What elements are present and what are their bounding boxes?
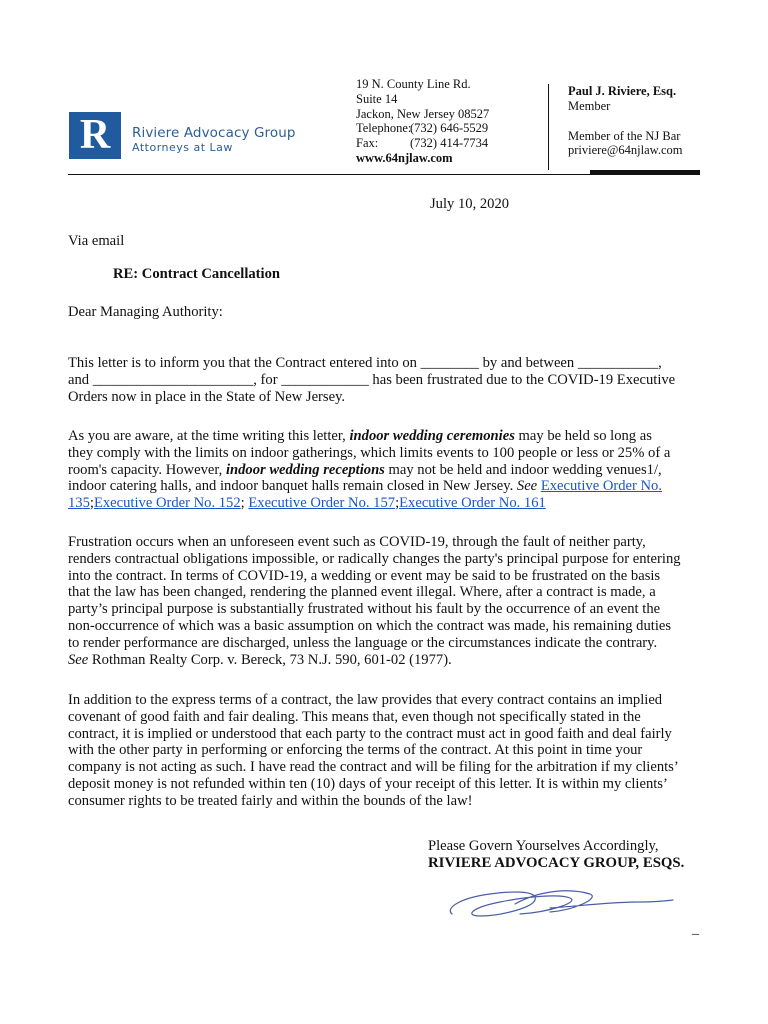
firm-tagline: Attorneys at Law	[132, 141, 233, 154]
attorney-bar: Member of the NJ Bar	[568, 128, 681, 143]
paragraph-line: Orders now in place in the State of New Jersey.	[68, 388, 346, 405]
address-city: Jackon, New Jersey 08527	[356, 106, 490, 121]
paragraph-line: contract, it is implied or understood that each party to the contract must act in good faith and deal fairly	[68, 725, 672, 742]
salutation: Dear Managing Authority:	[68, 304, 223, 320]
paragraph-line: indoor catering halls, and indoor banquet halls remain closed in New Jersey. See Executive Order No.	[68, 478, 662, 495]
link-executive-order-152[interactable]: Executive Order No. 152	[93, 495, 241, 512]
closing-phrase: Please Govern Yourselves Accordingly,	[428, 838, 659, 854]
fax-label: Fax:	[356, 136, 379, 151]
attorney-role: Member	[568, 98, 611, 113]
attorney-name: Paul J. Riviere, Esq.	[568, 84, 677, 98]
firm-name: Riviere Advocacy Group	[132, 125, 296, 141]
firm-logo: R	[69, 112, 121, 159]
header-rule-accent	[590, 170, 700, 174]
paragraph-line: deposit money is not refunded within ten (10) days of your receipt of this letter. It is within my clients’	[68, 775, 668, 792]
link-executive-order-157[interactable]: Executive Order No. 157	[248, 495, 396, 512]
paragraph-line: In addition to the express terms of a contract, the law provides that every contract contains an implied	[68, 692, 663, 708]
paragraph-line: Frustration occurs when an unforeseen event such as COVID-19, through the fault of neither party,	[68, 534, 646, 550]
paragraph-line: See Rothman Realty Corp. v. Bereck, 73 N.J. 590, 601-02 (1977).	[68, 651, 452, 668]
paragraph-line: with the other party in performing or enforcing the terms of the contract. At this point in time your	[68, 742, 643, 759]
link-executive-order-161[interactable]: Executive Order No. 161	[399, 495, 546, 512]
fax-line	[356, 136, 489, 151]
paragraph-line: into the contract. In terms of COVID-19, a wedding or event may be said to be frustrated on the basis	[68, 567, 661, 584]
paragraph-orders	[68, 428, 700, 512]
emphasis-receptions: indoor wedding receptions	[225, 461, 385, 478]
emphasis-ceremonies: indoor wedding ceremonies	[349, 428, 515, 444]
attorney-block	[568, 84, 682, 158]
address-street: 19 N. County Line Rd.	[356, 77, 471, 91]
link-executive-order-135[interactable]: Executive Order No.	[540, 478, 662, 495]
website-link[interactable]: www.64njlaw.com	[356, 150, 453, 165]
closing-block	[428, 838, 684, 872]
paragraph-line: to render performance are discharged, unless the language or the circumstances indicate the contrary.	[68, 634, 658, 651]
telephone-line	[356, 121, 489, 136]
header-divider-vertical	[548, 84, 549, 170]
paragraph-intro	[68, 355, 700, 405]
signature	[440, 880, 680, 930]
paragraph-line: This letter is to inform you that the Contract entered into on ________ by and between ___________,	[68, 355, 662, 371]
telephone-label: Telephone:	[356, 121, 412, 136]
paragraph-line: room's capacity. However, indoor wedding receptions may not be held and indoor wedding venues1/,	[68, 461, 662, 478]
paragraph-line: that the law has been changed, rendering the planned event illegal. Where, after a contract is made, a	[68, 584, 656, 601]
letter-date: July 10, 2020	[430, 196, 510, 212]
paragraph-frustration	[68, 534, 700, 668]
paragraph-line: non-occurrence of which was a basic assumption on which the contract was made, his remaining duties	[68, 617, 672, 634]
telephone-number: (732) 646-5529	[410, 121, 489, 136]
address-suite: Suite 14	[356, 91, 398, 106]
paragraph-line: party’s principal purpose is substantially frustrated without his fault by the occurrence of an event the	[68, 601, 661, 618]
attorney-email[interactable]: priviere@64njlaw.com	[568, 143, 683, 158]
paragraph-line: consumer rights to be treated fairly and within the bounds of the law!	[68, 792, 473, 809]
paragraph-good-faith	[68, 692, 700, 810]
trailing-mark: _	[692, 922, 699, 937]
subject-line: RE: Contract Cancellation	[113, 266, 280, 282]
paragraph-line: covenant of good faith and fair dealing. This means that, even though not specifically stated in the	[68, 708, 641, 725]
fax-number: (732) 414-7734	[410, 136, 489, 151]
header-rule	[68, 174, 700, 175]
paragraph-line: 135;Executive Order No. 152; Executive Order No. 157;Executive Order No. 161	[68, 495, 546, 512]
delivery-method: Via email	[68, 233, 125, 249]
firm-address-block	[356, 77, 489, 166]
paragraph-line: they comply with the limits on indoor gatherings, which limits events to 100 people or less or 25% of a	[68, 444, 671, 461]
link-executive-order-135-cont[interactable]: 135	[68, 495, 90, 512]
signoff-firm: RIVIERE ADVOCACY GROUP, ESQS.	[428, 855, 685, 871]
paragraph-line: company is not acting as such. I have read the contract and will be filing for the arbitration if my clients’	[68, 759, 679, 776]
paragraph-line: renders contractual obligations impossible, or radically changes the party's principal purpose for entering	[68, 550, 681, 567]
paragraph-line: and ______________________, for ____________ has been frustrated due to the COVID-19 Executive	[68, 371, 676, 388]
paragraph-line: As you are aware, at the time writing this letter, indoor wedding ceremonies may be held so long as	[68, 428, 652, 444]
